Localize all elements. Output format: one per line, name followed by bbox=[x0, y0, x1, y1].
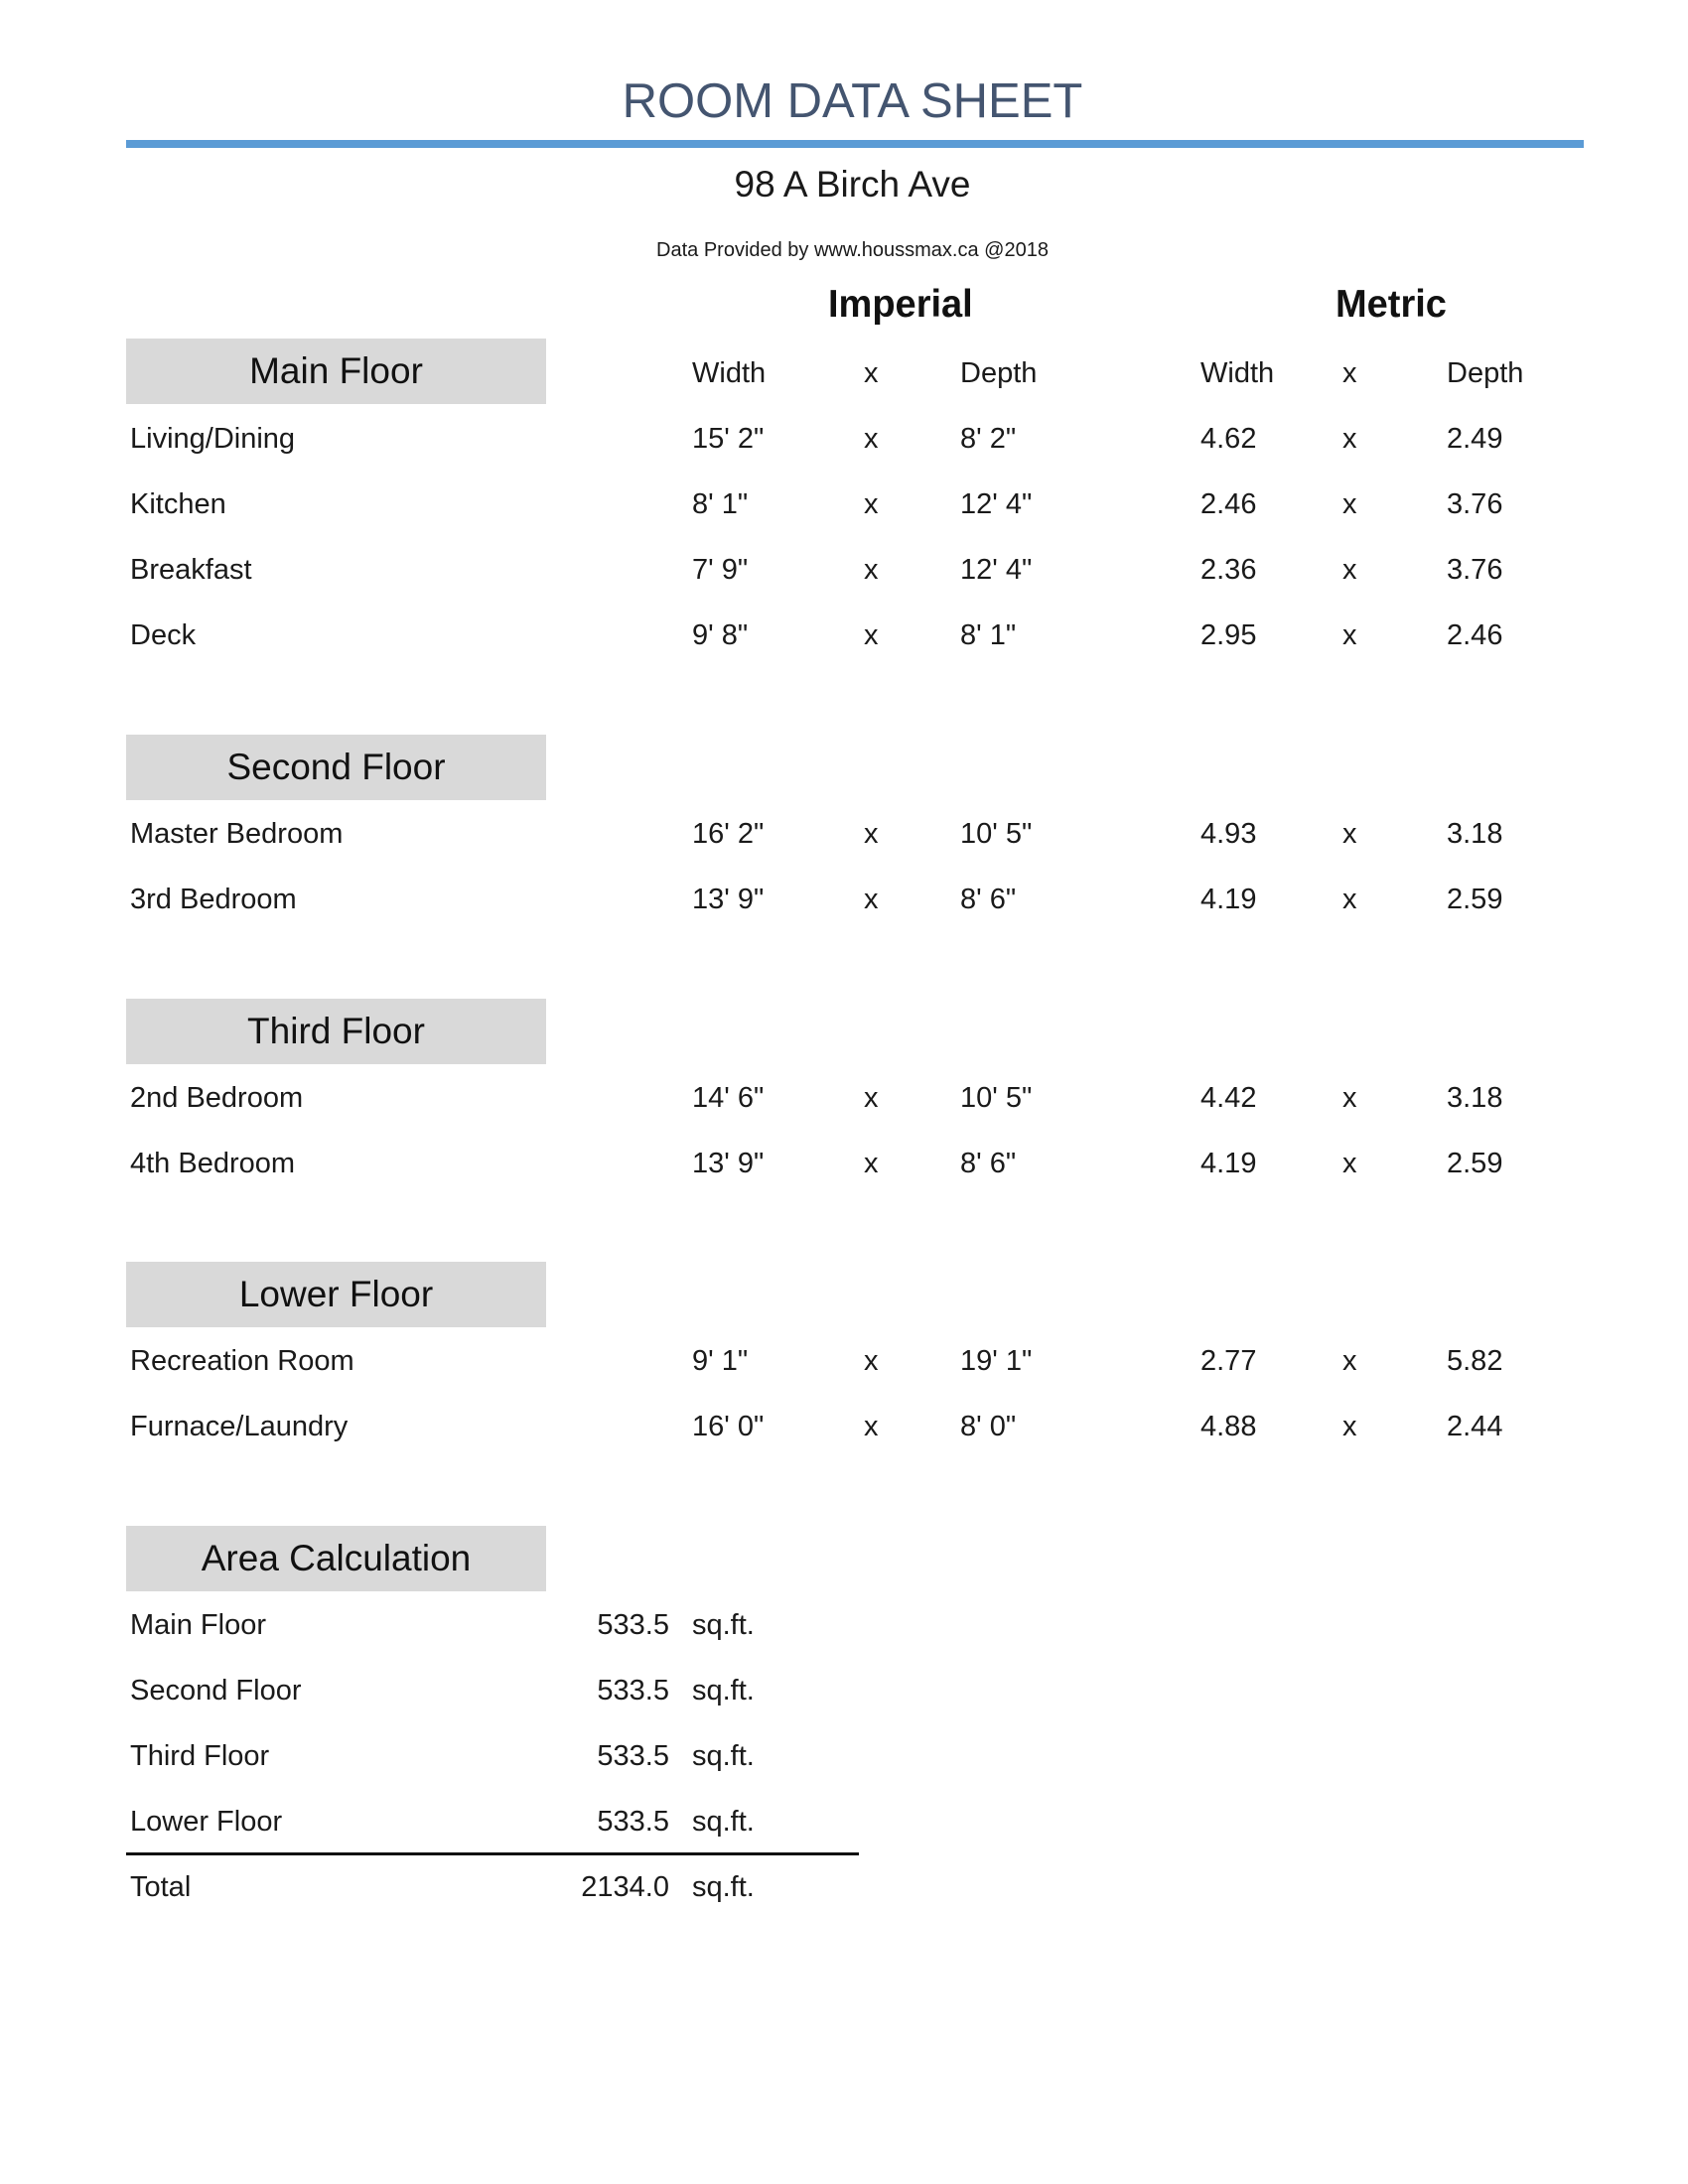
area-value: 533.5 bbox=[597, 1806, 669, 1838]
property-address: 98 A Birch Ave bbox=[734, 164, 971, 205]
room-name: 4th Bedroom bbox=[130, 1148, 296, 1179]
imperial-width: 13' 9" bbox=[692, 1148, 765, 1179]
metric-depth: 3.18 bbox=[1447, 818, 1503, 850]
metric-depth: 2.59 bbox=[1447, 884, 1503, 915]
section-header-third-floor: Third Floor bbox=[126, 999, 546, 1064]
room-name: 3rd Bedroom bbox=[130, 884, 297, 915]
imperial-width: 16' 2" bbox=[692, 818, 765, 850]
imperial-width: 8' 1" bbox=[692, 488, 749, 520]
imperial-depth: 8' 6" bbox=[960, 884, 1017, 915]
room-name: Kitchen bbox=[130, 488, 226, 520]
imperial-depth: 12' 4" bbox=[960, 554, 1033, 586]
times-sign: x bbox=[864, 488, 879, 520]
area-value: 533.5 bbox=[597, 1740, 669, 1772]
times-sign: x bbox=[1342, 884, 1357, 915]
area-unit: sq.ft. bbox=[692, 1609, 755, 1641]
col-header-imperial-width: Width bbox=[692, 357, 767, 389]
metric-width: 2.77 bbox=[1200, 1345, 1257, 1377]
times-sign: x bbox=[1342, 1411, 1357, 1442]
times-sign: x bbox=[864, 423, 879, 455]
metric-width: 4.42 bbox=[1200, 1082, 1257, 1114]
area-label: Lower Floor bbox=[130, 1806, 283, 1838]
total-divider bbox=[126, 1852, 859, 1855]
section-header-second-floor: Second Floor bbox=[126, 735, 546, 800]
metric-width: 4.19 bbox=[1200, 1148, 1257, 1179]
total-value: 2134.0 bbox=[581, 1871, 669, 1903]
col-header-metric-depth: Depth bbox=[1447, 357, 1524, 389]
times-sign: x bbox=[1342, 423, 1357, 455]
area-value: 533.5 bbox=[597, 1675, 669, 1706]
title-divider bbox=[126, 140, 1584, 148]
metric-depth: 2.59 bbox=[1447, 1148, 1503, 1179]
imperial-width: 13' 9" bbox=[692, 884, 765, 915]
room-name: Master Bedroom bbox=[130, 818, 344, 850]
room-name: Furnace/Laundry bbox=[130, 1411, 349, 1442]
times-sign: x bbox=[1342, 488, 1357, 520]
imperial-depth: 8' 1" bbox=[960, 619, 1017, 651]
imperial-depth: 10' 5" bbox=[960, 1082, 1033, 1114]
metric-depth: 3.76 bbox=[1447, 488, 1503, 520]
room-name: Breakfast bbox=[130, 554, 252, 586]
metric-width: 2.36 bbox=[1200, 554, 1257, 586]
area-unit: sq.ft. bbox=[692, 1675, 755, 1706]
times-sign: x bbox=[1342, 1148, 1357, 1179]
metric-width: 2.95 bbox=[1200, 619, 1257, 651]
imperial-depth: 19' 1" bbox=[960, 1345, 1033, 1377]
metric-width: 4.88 bbox=[1200, 1411, 1257, 1442]
times-sign: x bbox=[864, 1148, 879, 1179]
room-name: Deck bbox=[130, 619, 197, 651]
area-label: Third Floor bbox=[130, 1740, 270, 1772]
imperial-width: 16' 0" bbox=[692, 1411, 765, 1442]
room-name: 2nd Bedroom bbox=[130, 1082, 304, 1114]
imperial-width: 7' 9" bbox=[692, 554, 749, 586]
section-header-area-calculation: Area Calculation bbox=[126, 1526, 546, 1591]
times-sign: x bbox=[864, 554, 879, 586]
imperial-width: 14' 6" bbox=[692, 1082, 765, 1114]
metric-depth: 2.49 bbox=[1447, 423, 1503, 455]
imperial-depth: 8' 6" bbox=[960, 1148, 1017, 1179]
times-sign: x bbox=[1342, 1345, 1357, 1377]
area-unit: sq.ft. bbox=[692, 1740, 755, 1772]
imperial-depth: 8' 0" bbox=[960, 1411, 1017, 1442]
metric-depth: 5.82 bbox=[1447, 1345, 1503, 1377]
metric-width: 4.19 bbox=[1200, 884, 1257, 915]
col-header-metric-width: Width bbox=[1200, 357, 1275, 389]
area-label: Main Floor bbox=[130, 1609, 266, 1641]
times-sign: x bbox=[1342, 554, 1357, 586]
times-sign: x bbox=[864, 619, 879, 651]
metric-depth: 3.18 bbox=[1447, 1082, 1503, 1114]
times-sign: x bbox=[864, 884, 879, 915]
times-sign: x bbox=[864, 1082, 879, 1114]
page-title: ROOM DATA SHEET bbox=[622, 74, 1083, 128]
times-sign: x bbox=[1342, 619, 1357, 651]
imperial-depth: 12' 4" bbox=[960, 488, 1033, 520]
section-header-lower-floor: Lower Floor bbox=[126, 1262, 546, 1327]
metric-depth: 2.46 bbox=[1447, 619, 1503, 651]
imperial-depth: 8' 2" bbox=[960, 423, 1017, 455]
times-sign: x bbox=[864, 1345, 879, 1377]
section-header-main-floor: Main Floor bbox=[126, 339, 546, 404]
imperial-width: 9' 8" bbox=[692, 619, 749, 651]
area-unit: sq.ft. bbox=[692, 1806, 755, 1838]
times-sign: x bbox=[1342, 1082, 1357, 1114]
imperial-width: 9' 1" bbox=[692, 1345, 749, 1377]
room-name: Living/Dining bbox=[130, 423, 296, 455]
total-label: Total bbox=[130, 1871, 192, 1903]
metric-width: 4.93 bbox=[1200, 818, 1257, 850]
col-header-metric-x: x bbox=[1342, 357, 1357, 389]
times-sign: x bbox=[1342, 818, 1357, 850]
times-sign: x bbox=[864, 818, 879, 850]
area-label: Second Floor bbox=[130, 1675, 302, 1706]
metric-width: 2.46 bbox=[1200, 488, 1257, 520]
metric-depth: 3.76 bbox=[1447, 554, 1503, 586]
data-provider-credit: Data Provided by www.houssmax.ca @2018 bbox=[656, 239, 1049, 261]
room-name: Recreation Room bbox=[130, 1345, 354, 1377]
imperial-width: 15' 2" bbox=[692, 423, 765, 455]
times-sign: x bbox=[864, 1411, 879, 1442]
col-header-imperial-x: x bbox=[864, 357, 879, 389]
metric-heading: Metric bbox=[1336, 283, 1447, 327]
area-value: 533.5 bbox=[597, 1609, 669, 1641]
imperial-depth: 10' 5" bbox=[960, 818, 1033, 850]
imperial-heading: Imperial bbox=[828, 283, 973, 327]
col-header-imperial-depth: Depth bbox=[960, 357, 1038, 389]
total-unit: sq.ft. bbox=[692, 1871, 755, 1903]
metric-depth: 2.44 bbox=[1447, 1411, 1503, 1442]
metric-width: 4.62 bbox=[1200, 423, 1257, 455]
